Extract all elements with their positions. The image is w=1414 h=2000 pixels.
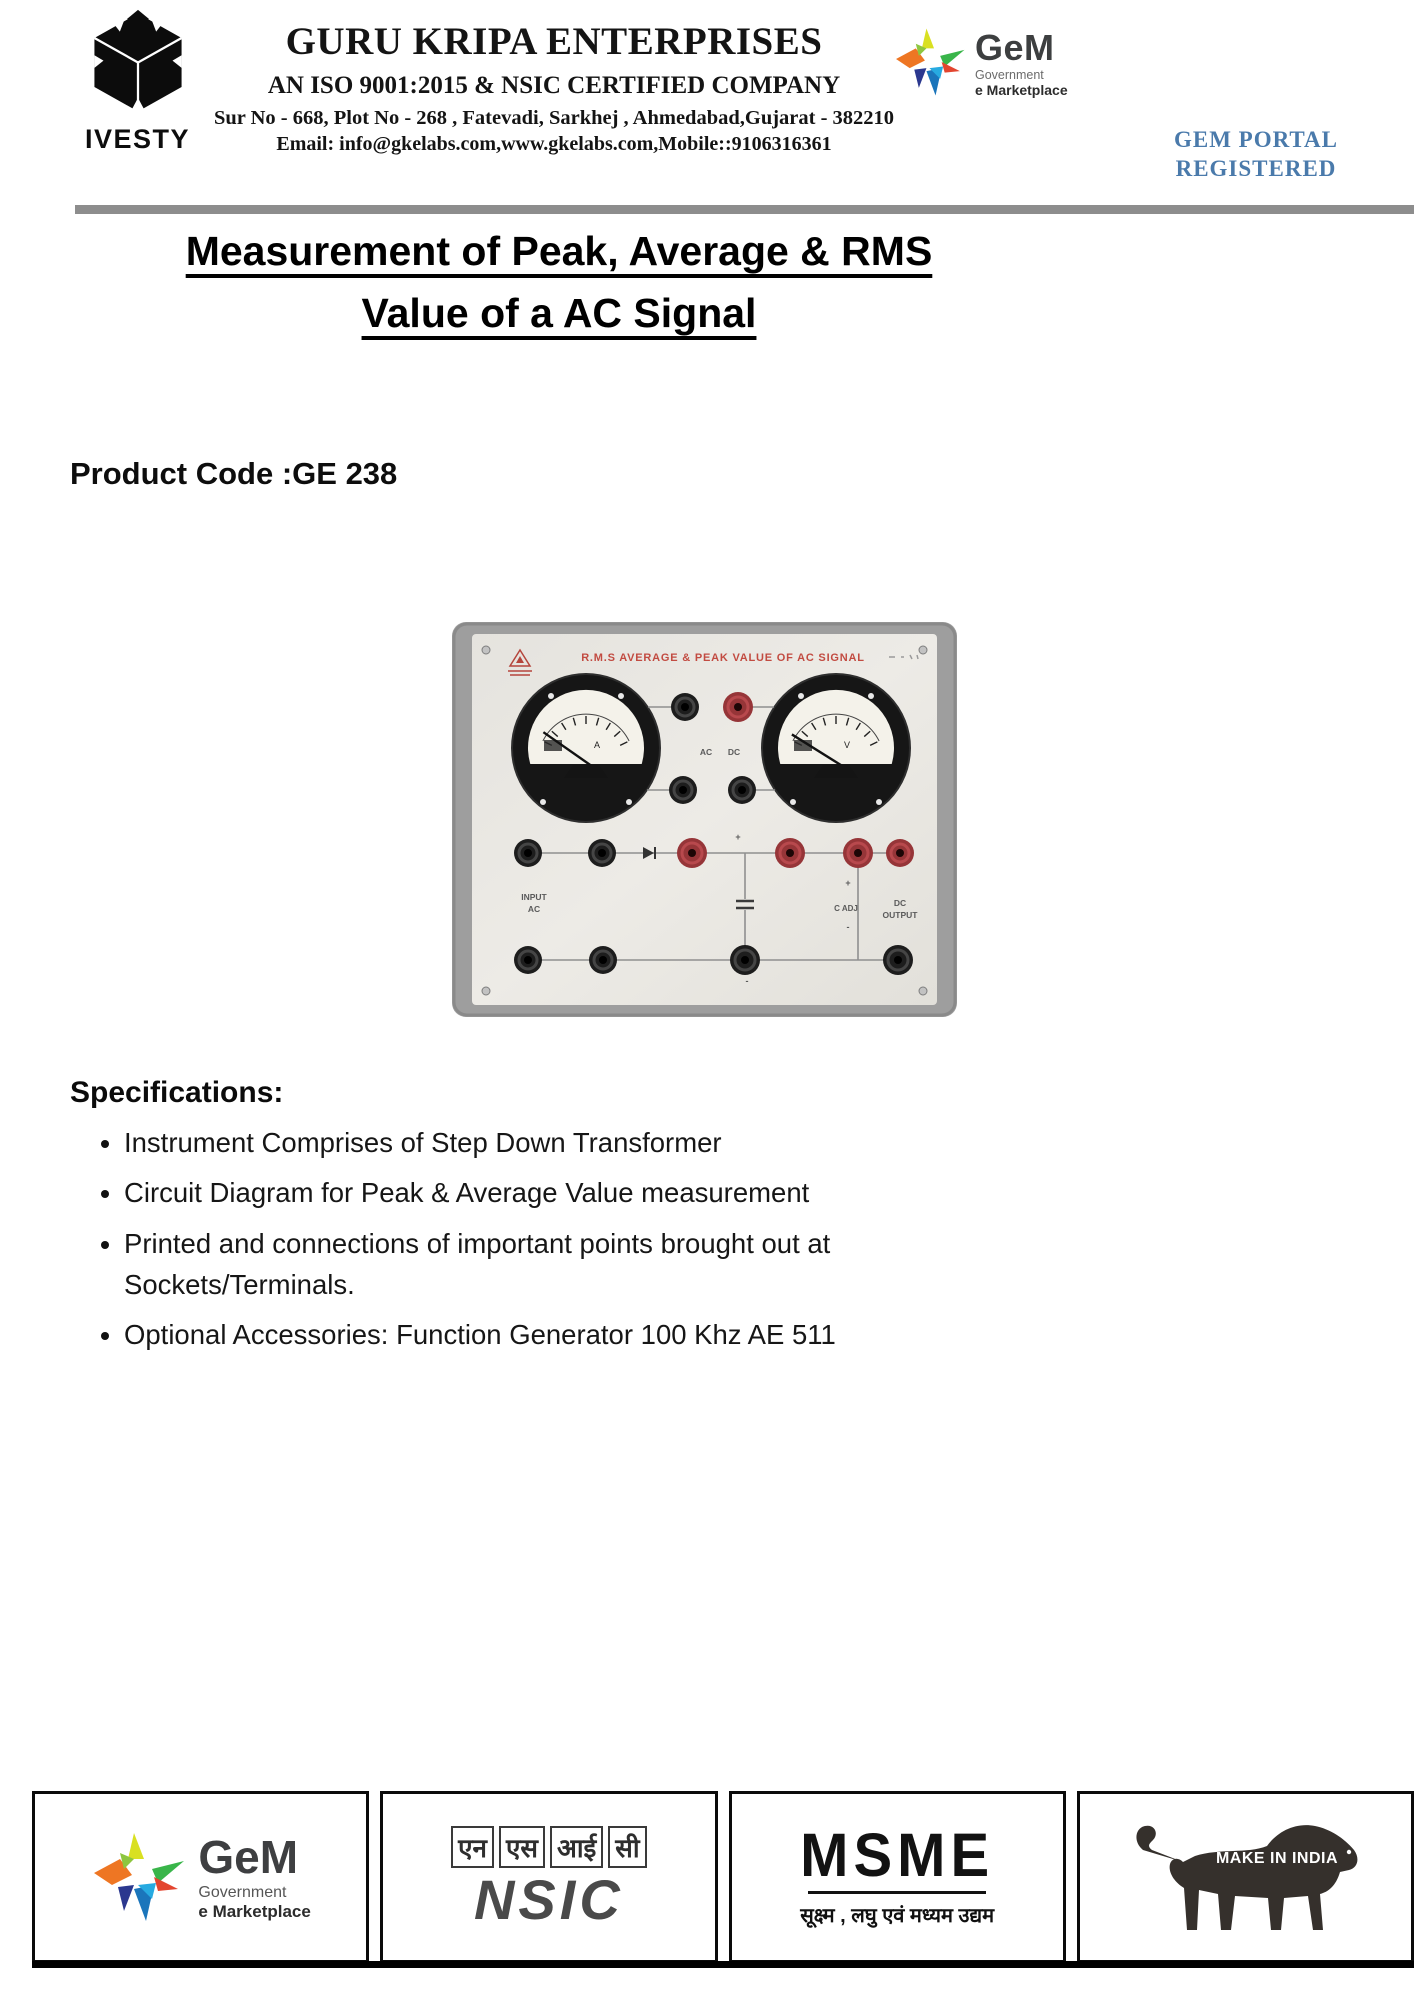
address-line: Sur No - 668, Plot No - 268 , Fatevadi, Sarkhej , Ahmedabad,Gujarat - 382210 bbox=[213, 106, 895, 129]
make-in-india-lion-icon bbox=[1120, 1812, 1370, 1942]
panel-label-minus-center: - bbox=[745, 976, 749, 986]
make-in-india-label: MAKE IN INDIA bbox=[1216, 1850, 1339, 1867]
nsic-hindi-part: एन bbox=[451, 1826, 494, 1868]
meter-right-unit: V bbox=[844, 740, 851, 750]
spec-item: • Optional Accessories: Function Generator 100 Khz AE 511 bbox=[124, 1314, 954, 1355]
gem-star-icon bbox=[893, 24, 969, 100]
certification-line: AN ISO 9001:2015 & NSIC CERTIFIED COMPANY bbox=[267, 71, 841, 99]
spec-item: • Printed and connections of important points brought out at Sockets/Terminals. bbox=[124, 1223, 954, 1306]
panel-title: R.M.S AVERAGE & PEAK VALUE OF AC SIGNAL bbox=[581, 652, 865, 664]
panel-label-dc: DC bbox=[727, 747, 741, 757]
title-line2: Value of a AC Signal bbox=[361, 290, 757, 337]
footer-bottom-rule bbox=[32, 1961, 1414, 1968]
header-divider bbox=[75, 205, 1414, 214]
meter-left-unit: A bbox=[594, 740, 601, 750]
gem-name: GeM bbox=[975, 27, 1055, 68]
meter-left bbox=[512, 674, 660, 822]
spec-item: • Circuit Diagram for Peak & Average Value measurement bbox=[124, 1172, 954, 1213]
msme-logo-text: MSME bbox=[800, 1820, 995, 1890]
panel-label-input-line2: AC bbox=[527, 904, 541, 914]
product-code: Product Code :GE 238 bbox=[70, 456, 398, 491]
panel-label-plus-center: + bbox=[735, 832, 741, 842]
panel-label-input-line1: INPUT bbox=[521, 892, 547, 902]
footer-box-msme bbox=[729, 1791, 1066, 1963]
gem-portal-line2: REGISTERED bbox=[1175, 155, 1337, 181]
panel-label-cadj: C ADJ bbox=[834, 904, 858, 913]
gem-logo-header bbox=[893, 24, 1193, 100]
msme-hindi-text: सूक्ष्म , लघु एवं मध्यम उद्यम bbox=[800, 1904, 995, 1927]
spec-item: • Instrument Comprises of Step Down Transformer bbox=[124, 1122, 954, 1163]
header-text-block bbox=[198, 20, 910, 156]
footer-gem-marketplace: e Marketplace bbox=[198, 1902, 311, 1921]
nsic-hindi-part: सी bbox=[608, 1826, 646, 1868]
footer-logo-strip bbox=[32, 1791, 1414, 1963]
footer-box-gem bbox=[32, 1791, 369, 1963]
gem-portal-registered-badge bbox=[1148, 126, 1364, 184]
gem-subtitle-marketplace: e Marketplace bbox=[975, 81, 1068, 98]
nsic-hindi-part: एस bbox=[499, 1826, 545, 1868]
specifications-heading: Specifications: bbox=[70, 1076, 284, 1109]
gem-portal-line1: GEM PORTAL bbox=[1173, 127, 1338, 152]
gem-subtitle-government: Government bbox=[975, 68, 1044, 82]
gem-star-icon bbox=[90, 1827, 190, 1927]
footer-gem-government: Government bbox=[198, 1884, 287, 1901]
nsic-hindi-text bbox=[451, 1826, 646, 1868]
gem-logo-text bbox=[975, 24, 1068, 97]
company-name: GURU KRIPA ENTERPRISES bbox=[285, 20, 823, 63]
document-title bbox=[0, 220, 1118, 345]
title-line1: Measurement of Peak, Average & RMS bbox=[185, 228, 933, 274]
footer-box-make-in-india bbox=[1077, 1791, 1414, 1963]
nsic-hindi-part: आई bbox=[550, 1826, 603, 1868]
panel-label-output-line2: OUTPUT bbox=[882, 910, 918, 920]
nsic-logo-text: NSIC bbox=[473, 1868, 624, 1931]
panel-label-plus-right: + bbox=[845, 878, 851, 888]
msme-divider bbox=[808, 1891, 986, 1894]
instrument-panel-illustration bbox=[452, 622, 957, 1017]
panel-label-ac: AC bbox=[699, 747, 713, 757]
footer-gem-name: GeM bbox=[198, 1831, 299, 1883]
company-logo-block bbox=[60, 8, 215, 155]
product-photo bbox=[452, 622, 957, 1017]
contact-line: Email: info@gkelabs.com,www.gkelabs.com,Mobile::9106316361 bbox=[276, 132, 832, 155]
meter-right bbox=[762, 674, 910, 822]
ivesty-cube-icon bbox=[82, 8, 194, 126]
specifications-list bbox=[92, 1122, 984, 1364]
footer-box-nsic bbox=[380, 1791, 717, 1963]
company-logo-text: IVESTY bbox=[84, 124, 191, 154]
panel-label-output-line1: DC bbox=[893, 898, 907, 908]
panel-label-minus-right: - bbox=[846, 922, 850, 932]
